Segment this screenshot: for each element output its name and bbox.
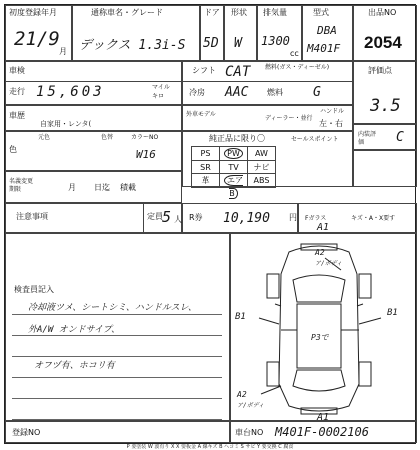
first-reg-label: 初度登録年月	[9, 8, 57, 17]
ext-model-cell	[182, 105, 353, 131]
diagram-a2-rear-sub: ア/ボディ	[237, 402, 265, 409]
equip-item: AW	[248, 147, 276, 161]
displacement-label: 排気量	[263, 8, 287, 17]
recycle-value: 10,190	[223, 211, 270, 226]
shape-value: W	[234, 36, 242, 51]
rear-window	[293, 370, 345, 391]
history-value: 自家用・レンタ(	[40, 120, 92, 128]
name-change-cell	[5, 171, 182, 203]
fuel-sub-label: 燃料(ガス・ディーゼル)	[265, 64, 330, 71]
glass-value: キズ・A・X要す	[351, 215, 396, 222]
fuel-value: G	[313, 85, 321, 100]
name-change-month: 月	[68, 183, 76, 192]
lot-label: 出品NO	[368, 8, 397, 17]
equip-item: PW	[220, 147, 248, 161]
dealer-label: ディーラー・並行	[265, 115, 313, 122]
side-arrow	[359, 318, 381, 324]
inspector-line-1: 冷却液ツメ、シートシミ、ハンドルスレ、	[28, 303, 197, 313]
displacement-value: 1300	[261, 34, 290, 48]
shape-label: 形状	[231, 8, 247, 17]
door-label: ドア	[204, 8, 220, 17]
shape-cell	[224, 5, 257, 61]
diagram-a2-front-sub: ア/ボディ	[315, 260, 343, 267]
damage-diagram-cell	[230, 222, 417, 423]
diagram-a2-rear: A2	[237, 390, 247, 399]
interior-value: C	[396, 130, 404, 145]
first-reg-value: 21/9	[14, 28, 60, 50]
orig-color-label: 元色	[38, 134, 51, 141]
displacement-unit: cc	[290, 49, 299, 58]
equip-item: TV	[220, 161, 248, 175]
handle-value: 左・右	[319, 119, 343, 128]
aircon-value: AAC	[225, 85, 249, 100]
lot-cell	[353, 5, 417, 61]
door-value: 5D	[203, 36, 219, 51]
recycle-cell	[182, 203, 298, 233]
diagram-a1-bottom: A1	[317, 412, 330, 423]
history-label: 車歴	[9, 111, 25, 120]
load-label: 積載	[120, 183, 136, 192]
equip-item: PS	[192, 147, 220, 161]
shift-divider	[183, 81, 353, 82]
chassis-label: 車台NO	[235, 428, 264, 437]
color-no-value: W16	[136, 148, 156, 161]
glass-cell	[298, 203, 417, 233]
chassis-value: M401F-0002106	[275, 425, 369, 439]
diagram-a1-top: A1	[317, 222, 330, 233]
ext-model-label: 外車モデル	[186, 111, 216, 118]
name-change-label: 名義変更期限	[9, 178, 34, 193]
inspection-label: 車検	[9, 66, 25, 75]
mileage-label: 走行	[9, 87, 25, 96]
diagram-p3: P3で	[311, 333, 329, 342]
rear-right-wheel	[359, 362, 371, 386]
interior-cell	[353, 124, 417, 150]
capacity-unit: 人	[174, 215, 182, 224]
reg-no-label: 登録NO	[12, 428, 41, 437]
capacity-value: 5	[162, 208, 172, 226]
model-value-2: M401F	[307, 42, 341, 55]
diagram-b1-left: B1	[235, 312, 246, 322]
door-cell	[200, 5, 224, 61]
car-name-label: 通称車名・グレード	[91, 8, 163, 17]
left-side-arrow	[259, 318, 279, 324]
equip-header: 純正品に限り〇	[209, 134, 265, 143]
notes-label: 注意事項	[16, 212, 48, 221]
rear-arrow	[261, 386, 281, 394]
score-value: 3.5	[370, 96, 401, 116]
inspection-sheet	[4, 4, 416, 444]
recycle-label: R券	[189, 213, 203, 222]
mileage-unit-top: マイル	[152, 84, 170, 91]
diagram-b1-right: B1	[387, 308, 398, 318]
mileage-value: 15,603	[36, 84, 105, 100]
capacity-cell	[143, 203, 182, 233]
equip-item: エアB	[220, 174, 248, 188]
selling-point-label: セールスポイント	[291, 136, 339, 143]
glass-label: Fガラス	[305, 215, 327, 222]
front-right-wheel	[359, 274, 371, 298]
aircon-label: 冷房	[189, 88, 205, 97]
equip-item: 革	[192, 174, 220, 188]
color-no-label: カラーNO	[131, 134, 159, 141]
selling-point-area	[353, 150, 417, 187]
recycle-unit: 円	[289, 213, 297, 222]
lot-value: 2054	[364, 33, 402, 52]
color-change-label: 色替	[101, 134, 114, 141]
fuel-label: 燃料	[267, 88, 283, 97]
front-windshield	[293, 275, 345, 302]
shift-value: CAT	[225, 64, 251, 80]
equip-cell	[182, 131, 353, 199]
color-cell	[5, 131, 182, 171]
color-label: 色	[9, 145, 17, 154]
damage-legend: P 要塗装 W 波有り X X 要板金 A 線キズ B へコミ S サビ Y 要交換 C 腐食	[126, 444, 294, 450]
equip-item: ABS	[248, 174, 276, 188]
model-cell	[302, 5, 353, 61]
first-reg-cell	[5, 5, 72, 61]
car-name-value: デックス 1.3i-S	[79, 38, 186, 53]
diagram-a2-front: A2	[315, 248, 325, 257]
equip-item: SR	[192, 161, 220, 175]
car-body-outline	[279, 246, 359, 411]
score-label: 評価点	[368, 66, 392, 75]
name-change-day: 日迄	[94, 183, 110, 192]
handle-label: ハンドル	[320, 108, 345, 115]
displacement-cell	[257, 5, 302, 61]
inspector-notes	[5, 233, 230, 421]
inspector-label: 検査員記入	[14, 285, 54, 294]
capacity-label: 定員	[147, 212, 163, 221]
inspection-cell	[5, 61, 182, 105]
mileage-unit-bot: キロ	[152, 93, 165, 100]
inspector-line-3: オフヅ有、ホコリ有	[34, 361, 115, 371]
shift-label: シフト	[192, 66, 216, 75]
model-label: 型式	[313, 8, 329, 17]
history-cell	[5, 105, 182, 131]
mileage-divider	[6, 81, 182, 82]
inspector-line-2: 外A/W オンドサイプ、	[28, 325, 121, 335]
chassis-cell	[230, 421, 417, 443]
model-value-1: DBA	[317, 24, 337, 37]
interior-label: 内装評価	[358, 131, 377, 146]
score-cell	[353, 61, 417, 124]
equip-grid	[191, 146, 276, 199]
first-reg-month: 月	[59, 47, 67, 56]
shift-cell	[182, 61, 353, 105]
equip-item: ナビ	[248, 161, 276, 175]
car-name-cell	[72, 5, 200, 61]
reg-no-cell	[5, 421, 230, 443]
front-left-wheel	[267, 274, 279, 298]
rear-left-wheel	[267, 362, 279, 386]
